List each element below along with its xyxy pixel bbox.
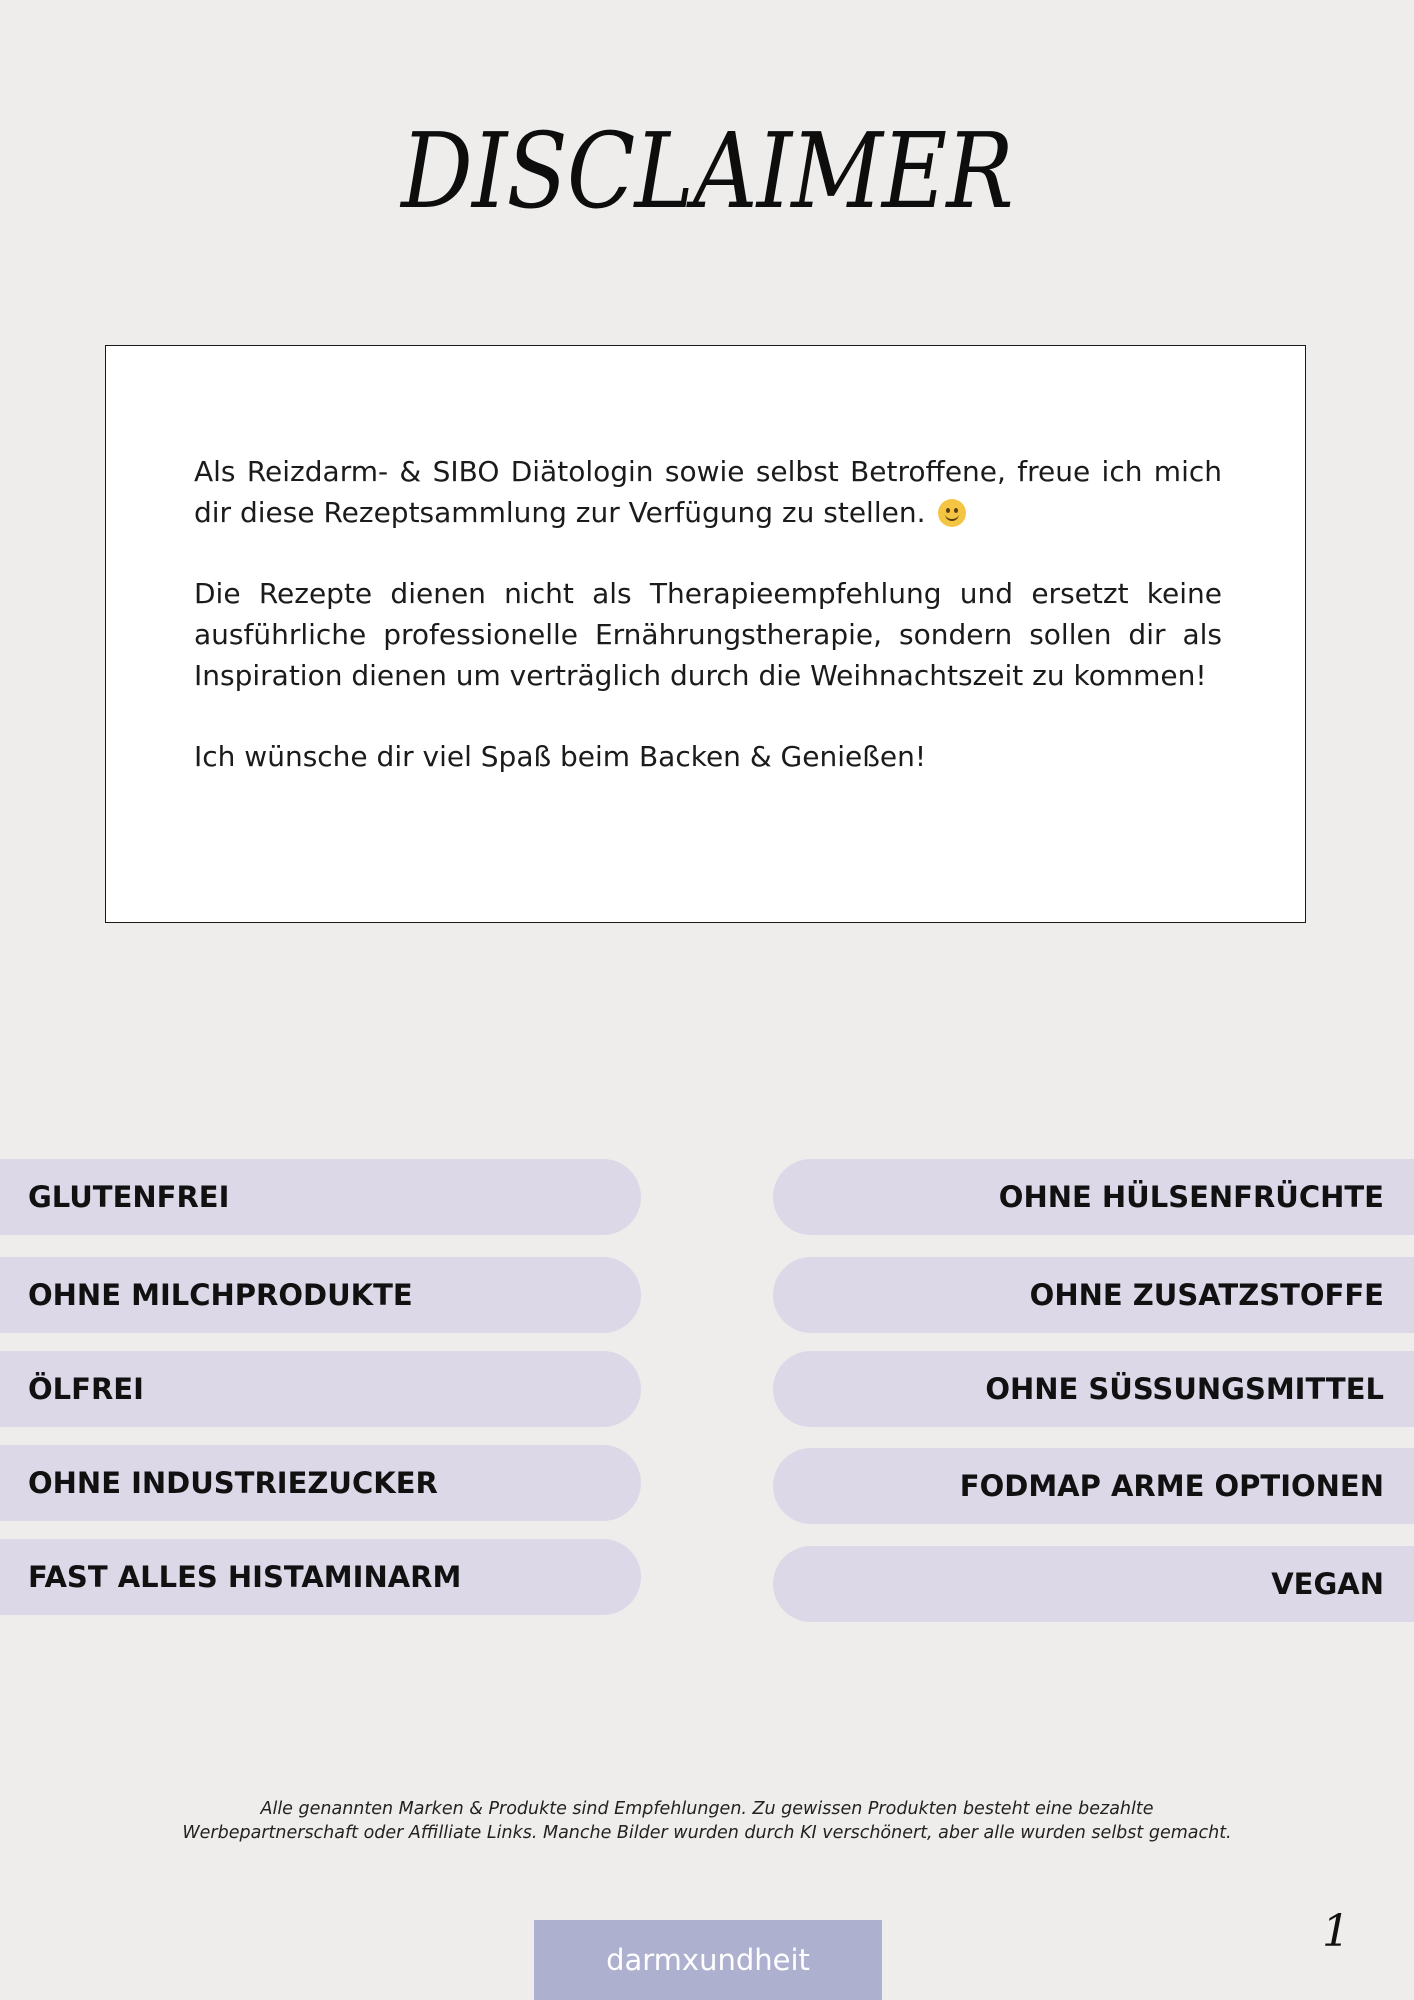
tag-fast-alles-histaminarm: FAST ALLES HISTAMINARM <box>0 1539 641 1615</box>
tag-oelfrei: ÖLFREI <box>0 1351 641 1427</box>
tag-ohne-suessungsmittel: OHNE SÜSSUNGSMITTEL <box>773 1351 1414 1427</box>
intro-paragraph-2: Die Rezepte dienen nicht als Therapieempfehlung und ersetzt keine ausführliche professionelle Ernährungstherapie, sondern sollen dir als Inspiration dienen um verträglich durch die Weihnachtszeit zu kommen! <box>194 577 1222 692</box>
tag-vegan: VEGAN <box>773 1546 1414 1622</box>
page-number: 1 <box>1322 1906 1350 1957</box>
intro-paragraph-1 <box>194 451 1222 533</box>
smiley-icon <box>938 499 966 527</box>
disclaimer-text <box>194 451 1222 777</box>
tag-glutenfrei: GLUTENFREI <box>0 1159 641 1235</box>
brand-logo: darmxundheit <box>534 1920 882 2000</box>
footnote <box>0 1797 1414 1845</box>
intro-paragraph-1-text: Als Reizdarm- & SIBO Diätologin sowie selbst Betroffene, freue ich mich dir diese Rezeptsammlung zur Verfügung zu stellen. <box>194 455 1222 529</box>
tag-fodmap-arme-optionen: FODMAP ARME OPTIONEN <box>773 1448 1414 1524</box>
disclaimer-box <box>105 345 1306 923</box>
tag-ohne-huelsenfruechte: OHNE HÜLSENFRÜCHTE <box>773 1159 1414 1235</box>
footnote-line-2: Werbepartnerschaft oder Affilliate Links. Manche Bilder wurden durch KI verschönert, aber alle wurden selbst gemacht. <box>182 1823 1232 1843</box>
tag-ohne-milchprodukte: OHNE MILCHPRODUKTE <box>0 1257 641 1333</box>
tag-ohne-industriezucker: OHNE INDUSTRIEZUCKER <box>0 1445 641 1521</box>
footnote-line-1: Alle genannten Marken & Produkte sind Empfehlungen. Zu gewissen Produkten besteht eine bezahlte <box>260 1799 1154 1819</box>
intro-paragraph-3: Ich wünsche dir viel Spaß beim Backen & Genießen! <box>194 740 927 773</box>
page-title: DISCLAIMER <box>401 110 1013 232</box>
tag-ohne-zusatzstoffe: OHNE ZUSATZSTOFFE <box>773 1257 1414 1333</box>
